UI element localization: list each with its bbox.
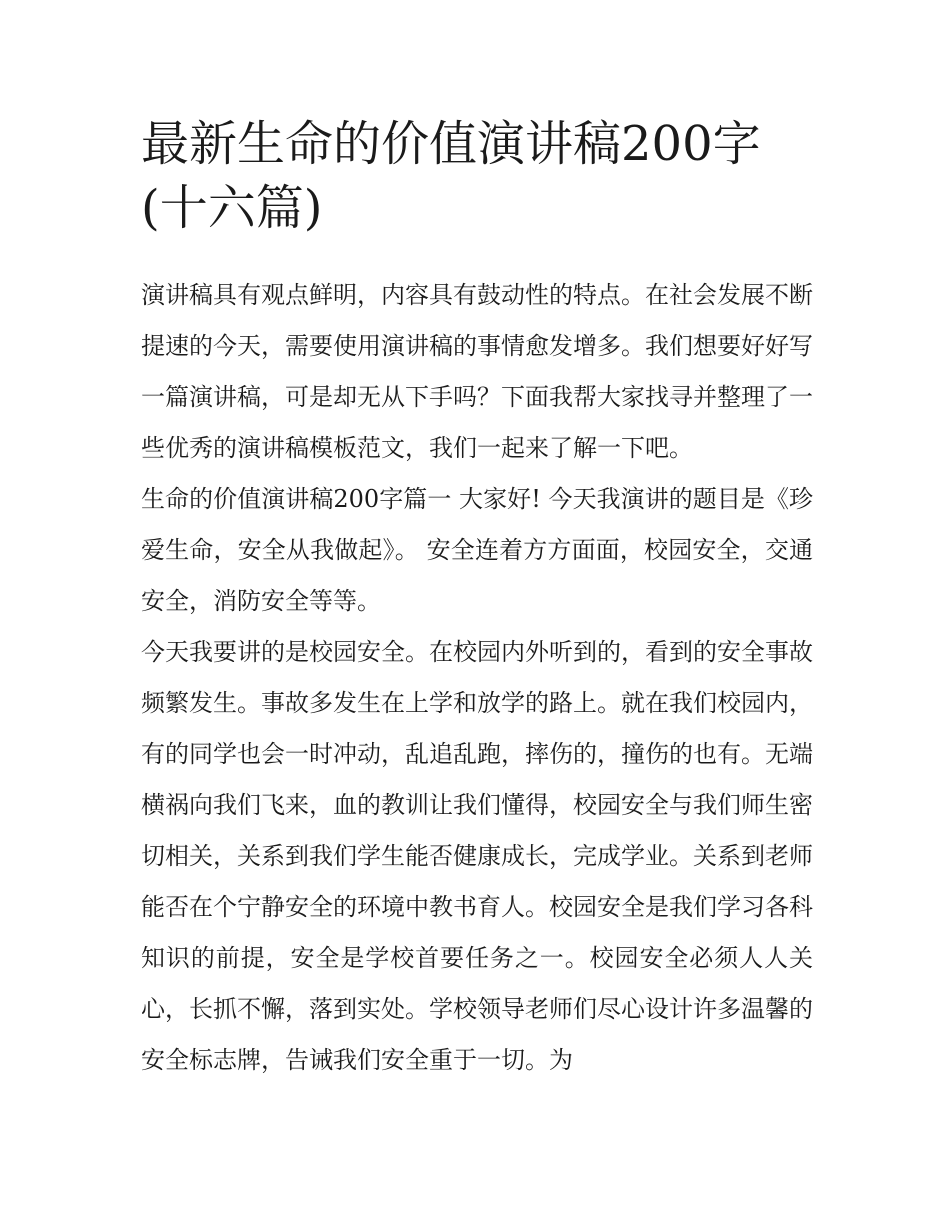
title-line-1: 最新生命的价值演讲稿200字 xyxy=(141,116,761,172)
intro-paragraph: 演讲稿具有观点鲜明，内容具有鼓动性的特点。在社会发展不断提速的今天，需要使用演讲稿的事情愈发增多。我们想要好好写一篇演讲稿，可是却无从下手吗？下面我帮大家找寻并整理了一些优秀的演讲稿模板范文，我们一起来了解一下吧。 xyxy=(141,281,813,462)
school-safety-paragraph: 今天我要讲的是校园安全。在校园内外听到的，看到的安全事故频繁发生。事故多发生在上学和放学的路上。就在我们校园内，有的同学也会一时冲动，乱追乱跑，摔伤的，撞伤的也有。无端横祸向我们飞来，血的教训让我们懂得，校园安全与我们师生密切相关，关系到我们学生能否健康成长，完成学业。关系到老师能否在个宁静安全的环境中教书育人。校园安全是我们学习各科知识的前提，安全是学校首要任务之一。校园安全必须人人关心，长抓不懈，落到实处。学校领导老师们尽心设计许多温馨的安全标志牌，告诫我们安全重于一切。为 xyxy=(141,638,813,1074)
speech-opening-paragraph: 生命的价值演讲稿200字篇一 大家好! 今天我演讲的题目是《珍爱生命，安全从我做起》。 安全连着方方面面，校园安全，交通安全，消防安全等等。 xyxy=(141,485,813,615)
document-page xyxy=(141,112,813,1086)
title-line-2: (十六篇) xyxy=(141,180,323,236)
document-title xyxy=(141,112,813,240)
